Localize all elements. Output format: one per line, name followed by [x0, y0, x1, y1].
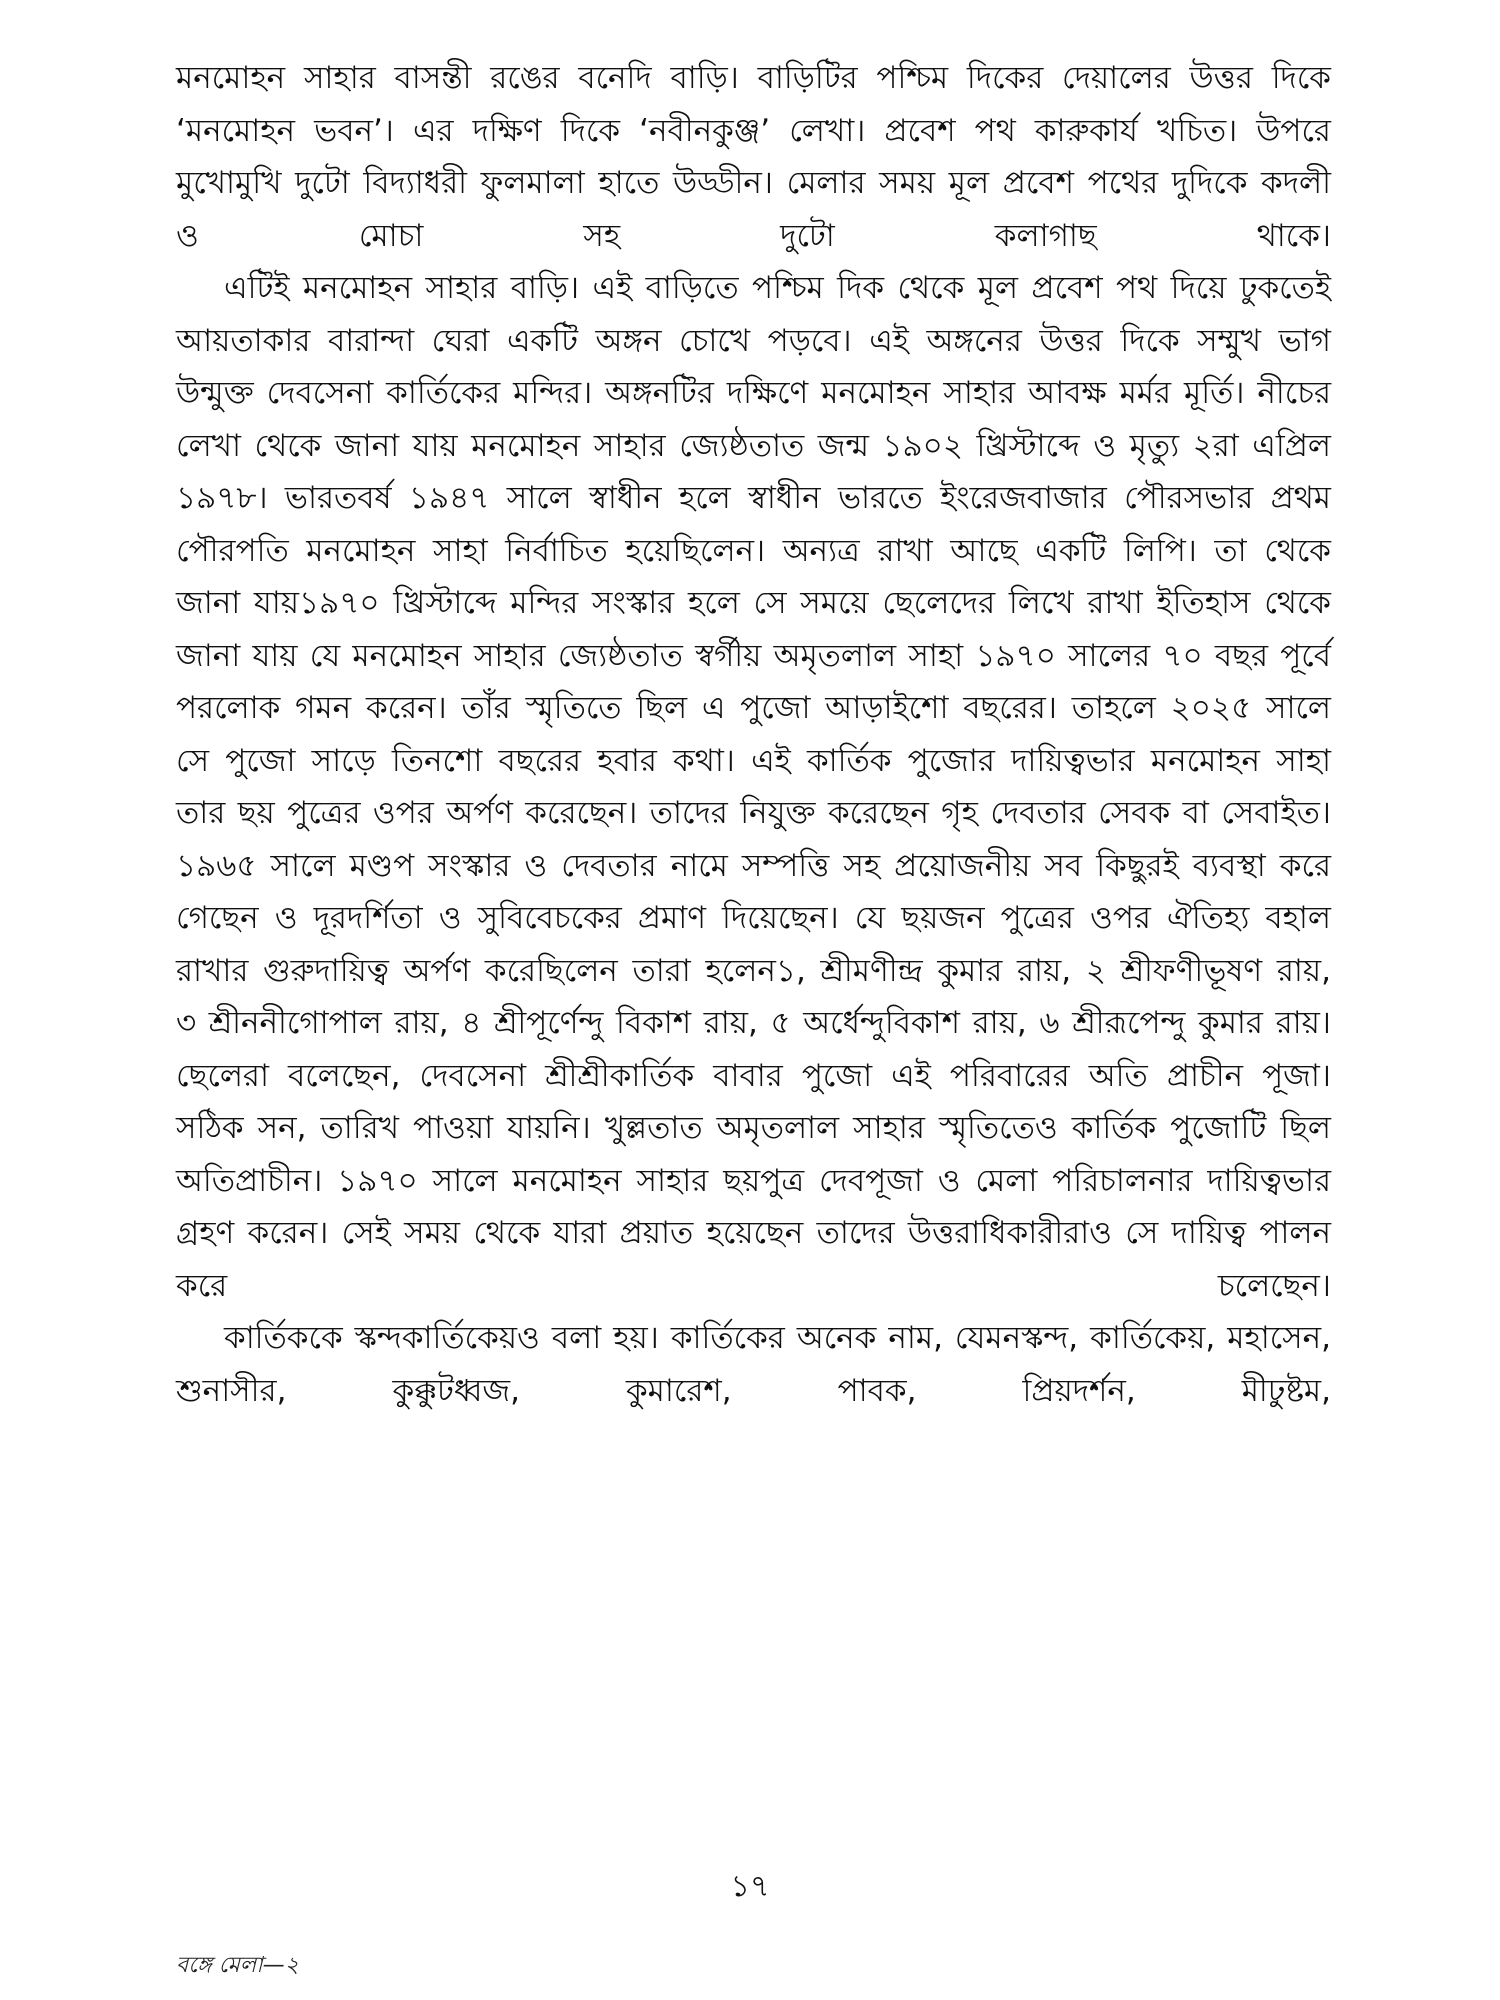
paragraph-2: এটিই মনমোহন সাহার বাড়ি। এই বাড়িতে পশ্চিম দিক থেকে মূল প্রবেশ পথ দিয়ে ঢুকতেই আয়তাকার বারান্দা ঘেরা একটি অঙ্গন চোখে পড়বে। এই অঙ্গনের উত্তর দিকে সম্মুখ ভাগ উন্মুক্ত দেবসেনা কার্তিকের মন্দির। অঙ্গনটির দক্ষিণে মনমোহন সাহার আবক্ষ মর্মর মূর্তি। নীচের লেখা থেকে জানা যায় মনমোহন সাহার জ্যেষ্ঠতাত জন্ম ১৯০২ খ্রিস্টাব্দে ও মৃত্যু ২রা এপ্রিল ১৯৭৮। ভারতবর্ষ ১৯৪৭ সালে স্বাধীন হলে স্বাধীন ভারতে ইংরেজবাজার পৌরসভার প্রথম পৌরপতি মনমোহন সাহা নির্বাচিত হয়েছিলেন। অন্যত্র রাখা আছে একটি লিপি। তা থেকে জানা যায়১৯৭০ খ্রিস্টাব্দে মন্দির সংস্কার হলে সে সময়ে ছেলেদের লিখে রাখা ইতিহাস থেকে জানা যায় যে মনমোহন সাহার জ্যেষ্ঠতাত স্বর্গীয় অমৃতলাল সাহা ১৯৭০ সালের ৭০ বছর পূর্বে পরলোক গমন করেন। তাঁর স্মৃতিতে ছিল এ পুজো আড়াইশো বছরের। তাহলে ২০২৫ সালে সে পুজো সাড়ে তিনশো বছরের হবার কথা। এই কার্তিক পুজোর দায়িত্বভার মনমোহন সাহা তার ছয় পুত্রের ওপর অর্পণ করেছেন। তাদের নিযুক্ত করেছেন গৃহ দেবতার সেবক বা সেবাইত। ১৯৬৫ সালে মণ্ডপ সংস্কার ও দেবতার নামে সম্পত্তি সহ প্রয়োজনীয় সব কিছুরই ব্যবস্থা করে গেছেন ও দূরদর্শিতা ও সুবিবেচকের প্রমাণ দিয়েছেন। যে ছয়জন পুত্রের ওপর ঐতিহ্য বহাল রাখার গুরুদায়িত্ব অর্পণ করেছিলেন তারা হলেন১, শ্রীমণীন্দ্র কুমার রায়, ২ শ্রীফণীভূষণ রায়, ৩ শ্রীননীগোপাল রায়, ৪ শ্রীপূর্ণেন্দু বিকাশ রায়, ৫ অর্ধেন্দুবিকাশ রায়, ৬ শ্রীরূপেন্দু কুমার রায়। ছেলেরা বলেছেন, দেবসেনা শ্রীশ্রীকার্তিক বাবার পুজো এই পরিবারের অতি প্রাচীন পূজা। সঠিক সন, তারিখ পাওয়া যায়নি। খুল্লতাত অমৃতলাল সাহার স্মৃতিতেও কার্তিক পুজোটি ছিল অতিপ্রাচীন। ১৯৭০ সালে মনমোহন সাহার ছয়পুত্র দেবপূজা ও মেলা পরিচালনার দায়িত্বভার গ্রহণ করেন। সেই সময় থেকে যারা প্রয়াত হয়েছেন তাদের উত্তরাধিকারীরাও সে দায়িত্ব পালন করে চলেছেন। — [176, 270, 1331, 1304]
page-number: ১৭ — [730, 1869, 770, 1904]
body-text — [176, 52, 1331, 1417]
paragraph-3: কার্তিককে স্কন্দকার্তিকেয়ও বলা হয়। কার্তিকের অনেক নাম, যেমনস্কন্দ, কার্তিকেয়, মহাসেন, শুনাসীর, কুক্কুটধ্বজ, কুমারেশ, পাবক, প্রিয়দর্শন, মীঢুষ্টম, — [176, 1320, 1331, 1409]
running-footer: বঙ্গে মেলা—২ — [176, 1953, 299, 1978]
paragraph-1: মনমোহন সাহার বাসন্তী রঙের বনেদি বাড়ি। বাড়িটির পশ্চিম দিকের দেয়ালের উত্তর দিকে ‘মনমোহন ভবন’। এর দক্ষিণ দিকে ‘নবীনকুঞ্জ’ লেখা। প্রবেশ পথ কারুকার্য খচিত। উপরে মুখোমুখি দুটো বিদ্যাধরী ফুলমালা হাতে উড্ডীন। মেলার সময় মূল প্রবেশ পথের দুদিকে কদলী ও মোচা সহ দুটো কলাগাছ থাকে। — [176, 60, 1331, 254]
